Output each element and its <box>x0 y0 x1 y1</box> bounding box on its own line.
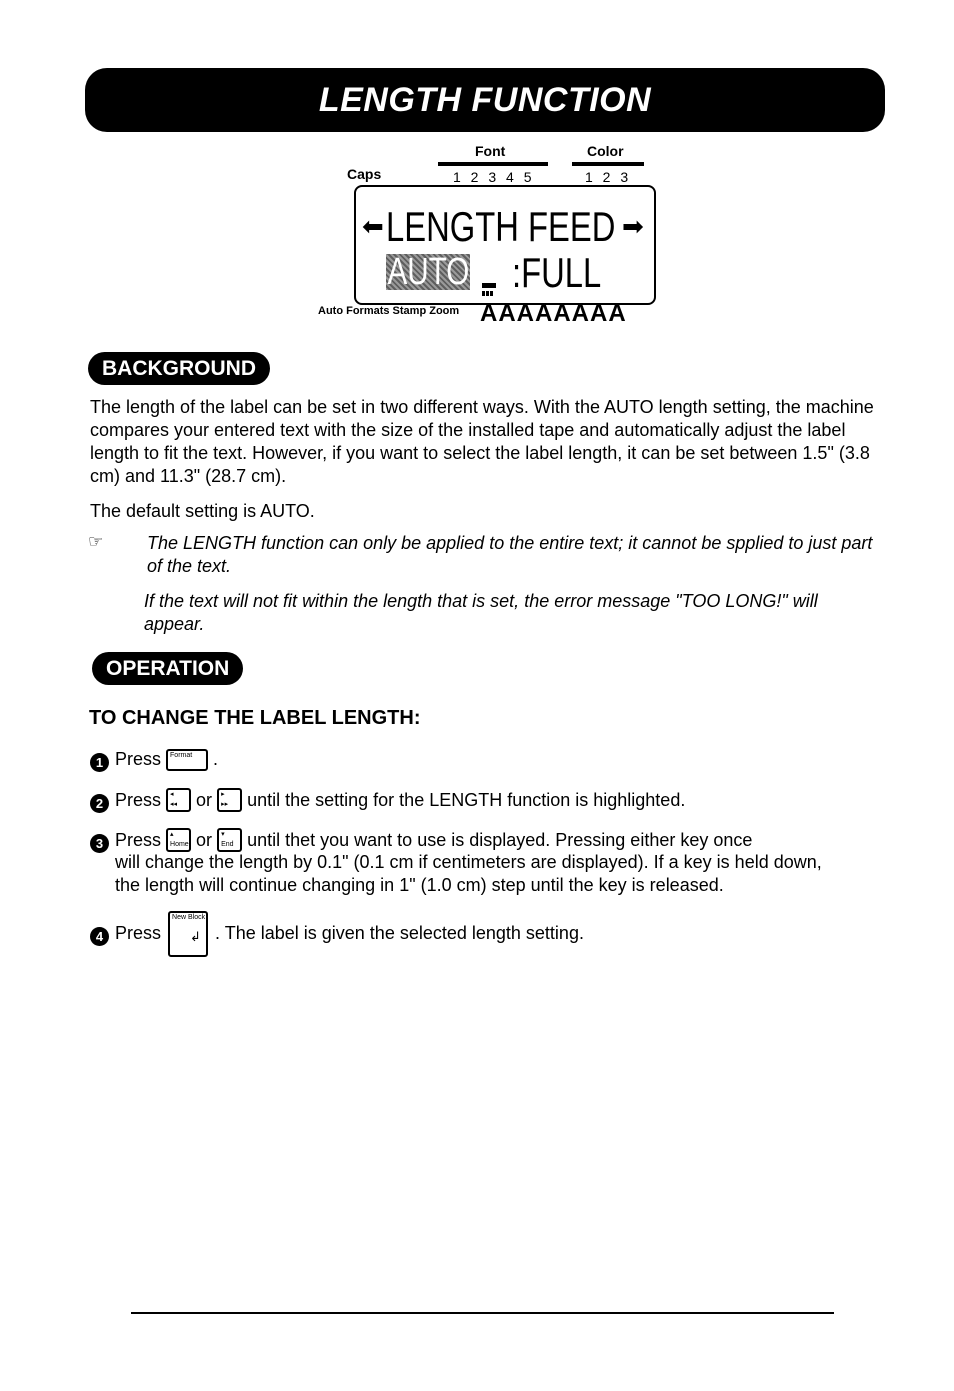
operation-heading: OPERATION <box>92 652 243 685</box>
zoom-indicator <box>482 291 494 296</box>
font-bar <box>438 162 548 166</box>
color-label: Color <box>587 143 624 159</box>
note-text-1: The LENGTH function can only be applied to the entire text; it cannot be spplied to just part of the text. <box>147 533 873 576</box>
return-arrow-icon: ↲ <box>190 929 201 944</box>
footer-rule <box>131 1312 834 1314</box>
formats-label: Auto Formats Stamp Zoom <box>318 305 460 317</box>
note-text-2: If the text will not fit within the length that is set, the error message "TOO LONG!" will appear. <box>144 591 818 634</box>
step-3-or: or <box>196 830 213 850</box>
auto-highlight <box>386 250 470 293</box>
style-glyphs: AAAAAAAA <box>480 300 627 327</box>
default-setting-text: The default setting is AUTO. <box>90 501 315 521</box>
change-length-subheading: TO CHANGE THE LABEL LENGTH: <box>89 707 421 729</box>
caps-label: Caps <box>347 166 382 182</box>
rewind-icon: ◂◂ <box>170 801 178 808</box>
step-2-or: or <box>196 790 213 810</box>
background-paragraph: The length of the label can be set in two different ways. With the AUTO length setting, the machine compares your entered text with the size of the installed tape and automatically adjust the label length to fit the text. However, if you want to select the label length, it can be set between 1.5" (3.8 cm) and 11.3" (28.7 cm). <box>90 397 874 486</box>
title-bar <box>85 68 885 132</box>
step-3-text: until thet you want to use is displayed. Pressing either key once <box>247 830 753 850</box>
color-bar <box>572 162 644 166</box>
font-digits: 1 2 3 4 5 <box>453 169 535 185</box>
font-label: Font <box>475 143 506 159</box>
step-2-number: 2 <box>90 794 109 813</box>
step-4-number: 4 <box>90 927 109 946</box>
step-4-press: Press <box>115 923 162 943</box>
lcd-diagram <box>310 140 670 330</box>
format-key: Format <box>166 749 208 771</box>
cursor-left-key <box>166 788 191 812</box>
right-triangle-icon: ▸ <box>221 791 225 798</box>
cursor-down-end-key: ▾ End <box>217 828 242 852</box>
cursor-up-home-key: ▴ Home <box>166 828 191 852</box>
step-1-press: Press <box>115 749 162 769</box>
down-triangle-icon: ▾ <box>221 831 225 838</box>
left-arrow-icon: ⬅ <box>362 211 384 241</box>
right-arrow-icon: ➡ <box>622 211 644 241</box>
background-heading: BACKGROUND <box>88 352 270 385</box>
page-title: LENGTH FUNCTION <box>318 80 652 119</box>
fast-forward-icon: ▸▸ <box>221 801 229 808</box>
lcd-line-length-feed: LENGTH FEED <box>386 203 616 250</box>
step-2-press: Press <box>115 790 162 810</box>
step-1-text: . <box>213 749 219 769</box>
step-1-number: 1 <box>90 753 109 772</box>
step-1 <box>90 748 218 772</box>
step-3-press: Press <box>115 830 162 850</box>
lcd-line-full: :FULL <box>512 249 602 296</box>
up-triangle-icon: ▴ <box>170 831 174 838</box>
step-2-text: until the setting for the LENGTH function is highlighted. <box>247 790 686 810</box>
step-3 <box>90 828 752 853</box>
step-4 <box>90 911 584 957</box>
new-block-key: New Block ↲ <box>168 911 208 957</box>
lcd-screen <box>354 185 656 305</box>
color-digits: 1 2 3 <box>585 169 632 185</box>
step-3-line-2: will change the length by 0.1" (0.1 cm if centimeters are displayed). If a key is held down, <box>115 852 822 872</box>
pointing-hand-icon: ☞ <box>88 532 104 551</box>
step-3-line-3: the length will continue changing in 1" (1.0 cm) step until the key is released. <box>115 875 724 895</box>
lcd-cursor <box>482 283 496 288</box>
left-triangle-icon: ◂ <box>170 791 174 798</box>
cursor-right-key <box>217 788 242 812</box>
step-2 <box>90 788 685 813</box>
step-3-number: 3 <box>90 834 109 853</box>
step-4-text: . The label is given the selected length setting. <box>215 923 584 943</box>
lcd-auto-text: AUTO <box>387 250 469 293</box>
